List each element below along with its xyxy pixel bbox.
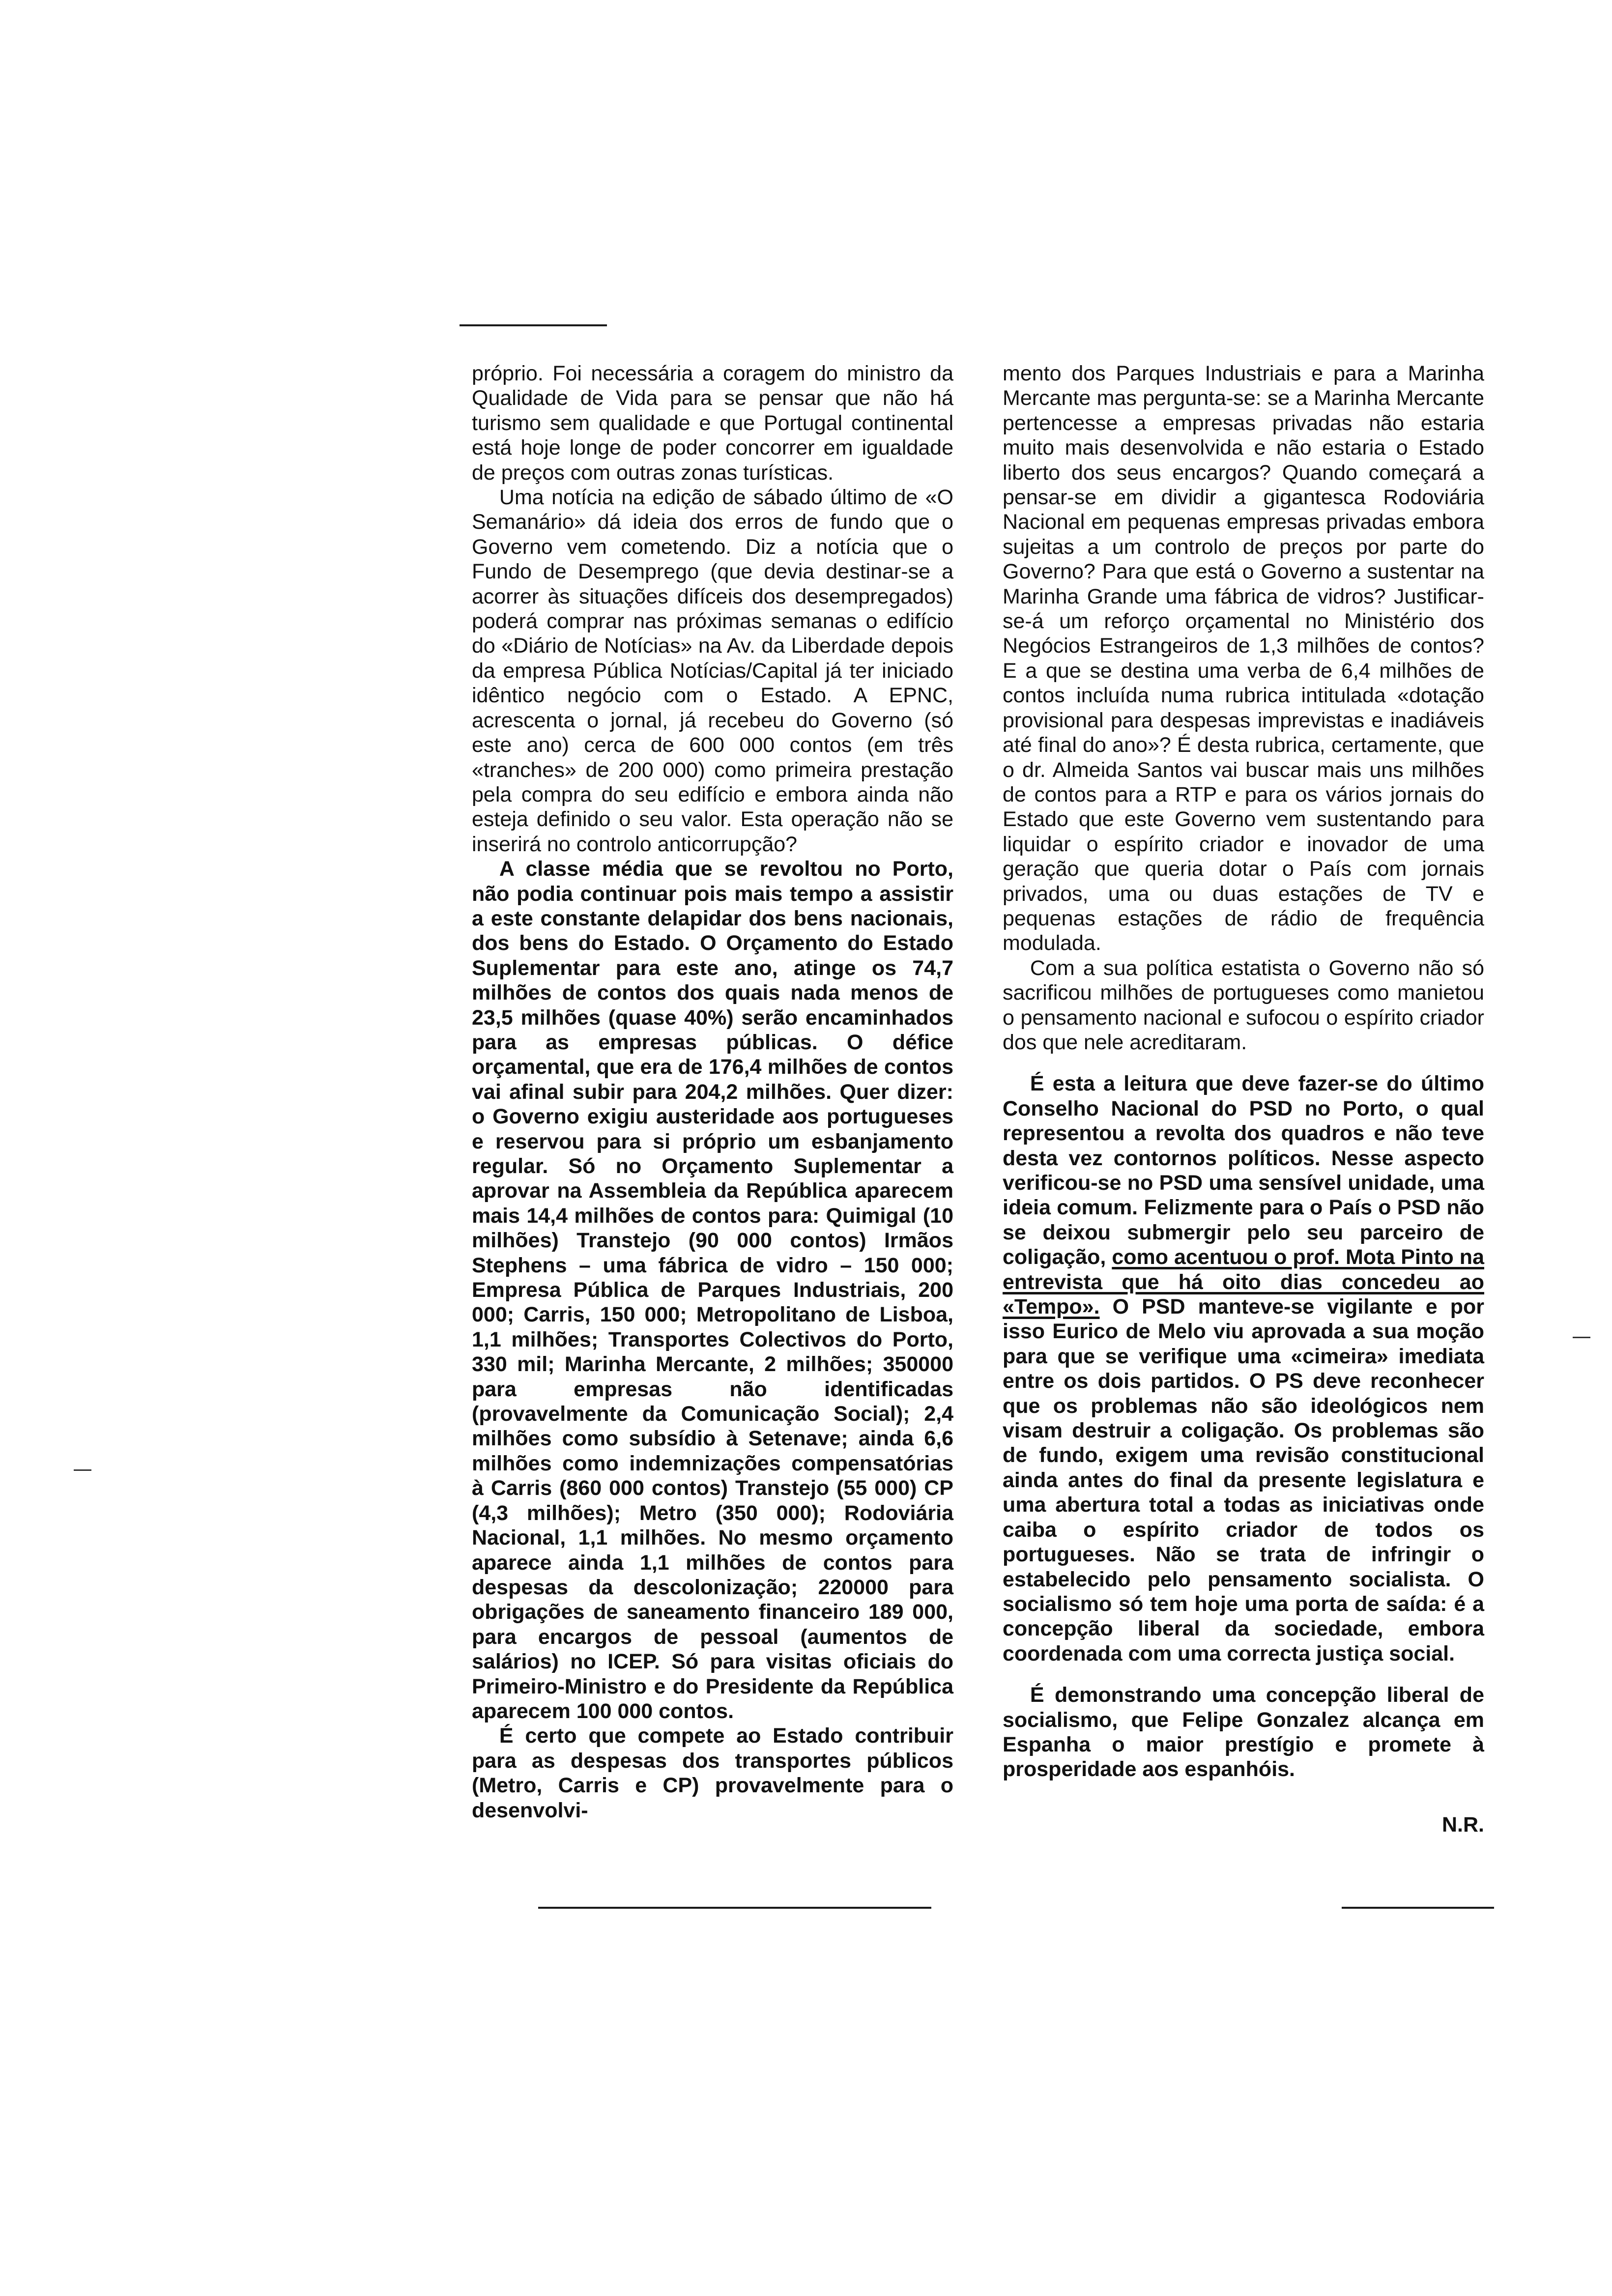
paragraph: Com a sua política estatista o Governo não só sacrificou milhões de portugueses como manietou o pensamento nacional e sufocou o espírito criador dos que nele acreditaram. bbox=[1003, 956, 1484, 1054]
margin-mark bbox=[74, 1469, 91, 1471]
bottom-rule-right bbox=[1342, 1907, 1494, 1909]
paragraph-text: É esta a leitura que deve fazer-se do último Conselho Nacional do PSD no Porto, o qual representou a revolta dos quadros e não teve desta vez contornos políticos. Nesse aspecto verificou-se no PSD uma sensível unidade, uma ideia comum. Felizmente para o País o PSD não se deixou submergir pelo seu parceiro de coligação, bbox=[1003, 1072, 1484, 1269]
left-column bbox=[472, 361, 953, 1823]
bottom-rule-left bbox=[538, 1907, 931, 1909]
paragraph: É demonstrando uma concepção liberal de socialismo, que Felipe Gonzalez alcança em Espanha o maior prestígio e promete à prosperidade aos espanhóis. bbox=[1003, 1683, 1484, 1781]
underlined-quote: como acentuou o prof. Mota Pinto na entrevista que há oito dias concedeu ao «Tempo». bbox=[1003, 1245, 1484, 1319]
paragraph-text: O PSD manteve-se vigilante e por isso Eurico de Melo viu aprovada a sua moção para que se verifique uma «cimeira» imediata entre os dois partidos. O PS deve reconhecer que os problemas não são ideológicos nem visam destruir a coligação. Os problemas são de fundo, exigem uma revisão constitucional ainda antes do final da presente legislatura e uma abertura total a todas as iniciativas onde caiba o espírito criador de todos os portugueses. Não se trata de infringir o estabelecido pelo pensamento socialista. O socialismo só tem hoje uma porta de saída: é a concepção liberal da sociedade, embora coordenada com uma correcta justiça social. bbox=[1003, 1295, 1484, 1665]
paragraph: A classe média que se revoltou no Porto, não podia continuar pois mais tempo a assistir a este constante delapidar dos bens nacionais, dos bens do Estado. O Orçamento do Estado Suplementar para este ano, atinge os 74,7 milhões de contos dos quais nada menos de 23,5 milhões (quase 40%) serão encaminhados para as empresas públicas. O défice orçamental, que era de 176,4 milhões de contos vai afinal subir para 204,2 milhões. Quer dizer: o Governo exigiu austeridade aos portugueses e reservou para si próprio um esbanjamento regular. Só no Orçamento Suplementar a aprovar na Assembleia da República aparecem mais 14,4 milhões de contos para: Quimigal (10 milhões) Transtejo (90 000 contos) Irmãos Stephens – uma fábrica de vidro – 150 000; Empresa Pública de Parques Industriais, 200 000; Carris, 150 000; Metropolitano de Lisboa, 1,1 milhões; Transportes Colectivos do Porto, 330 mil; Marinha Mercante, 2 milhões; 350000 para empresas não identificadas (provavelmente da Comunicação Social); 2,4 milhões como subsídio à Setenave; ainda 6,6 milhões como indemnizações compensatórias à Carris (860 000 contos) Transtejo (55 000) CP (4,3 milhões); Metro (350 000); Rodoviária Nacional, 1,1 milhões. No mesmo orçamento aparece ainda 1,1 milhões de contos para despesas da descolonização; 220000 para obrigações de saneamento financeiro 189 000, para encargos de pessoal (aumentos de salários) no ICEP. Só para visitas oficiais do Primeiro-Ministro e do Presidente da República aparecem 100 000 contos. bbox=[472, 857, 953, 1723]
top-rule bbox=[460, 324, 607, 326]
paragraph-gap bbox=[1003, 1666, 1484, 1683]
right-column bbox=[1003, 361, 1484, 1837]
margin-mark bbox=[1573, 1337, 1590, 1338]
paragraph-gap bbox=[1003, 1055, 1484, 1071]
paragraph: próprio. Foi necessária a coragem do ministro da Qualidade de Vida para se pensar que não há turismo sem qualidade e que Portugal continental está hoje longe de poder concorrer em igualdade de preços com outras zonas turísticas. bbox=[472, 362, 953, 485]
paragraph: mento dos Parques Industriais e para a Marinha Mercante mas pergunta-se: se a Marinha Mercante pertencesse a empresas privadas não estaria muito mais desenvolvida e não estaria o Estado liberto dos seus encargos? Quando começará a pensar-se em dividir a gigantesca Rodoviária Nacional em pequenas empresas privadas embora sujeitas a um controlo de preços por parte do Governo? Para que está o Governo a sustentar na Marinha Grande uma fábrica de vidros? Justificar-se-á um reforço orçamental no Ministério dos Negócios Estrangeiros de 1,3 milhões de contos? E a que se destina uma verba de 6,4 milhões de contos incluída numa rubrica intitulada «dotação provisional para despesas imprevistas e inadiáveis até final do ano»? É desta rubrica, certamente, que o dr. Almeida Santos vai buscar mais uns milhões de contos para a RTP e para os vários jornais do Estado que este Governo vem sustentando para liquidar o espírito criador e inovador de uma geração que queria dotar o País com jornais privados, uma ou duas estações de TV e pequenas estações de rádio de frequência modulada. bbox=[1003, 362, 1484, 955]
paragraph: É certo que compete ao Estado contribuir para as despesas dos transportes públicos (Metro, Carris e CP) provavelmente para o desenvolvi- bbox=[472, 1724, 953, 1822]
signature: N.R. bbox=[1442, 1812, 1484, 1837]
paragraph bbox=[1003, 1071, 1484, 1666]
paragraph: Uma notícia na edição de sábado último de «O Semanário» dá ideia dos erros de fundo que o Governo vem cometendo. Diz a notícia que o Fundo de Desemprego (que devia destinar-se a acorrer às situações difíceis dos desempregados) poderá comprar nas próximas semanas o edifício do «Diário de Notícias» na Av. da Liberdade depois da empresa Pública Notícias/Capital já ter iniciado idêntico negócio com o Estado. A EPNC, acrescenta o jornal, já recebeu do Governo (só este ano) cerca de 600 000 contos (em três «tranches» de 200 000) como primeira prestação pela compra do seu edifício e embora ainda não esteja definido o seu valor. Esta operação não se inserirá no controlo anticorrupção? bbox=[472, 486, 953, 856]
